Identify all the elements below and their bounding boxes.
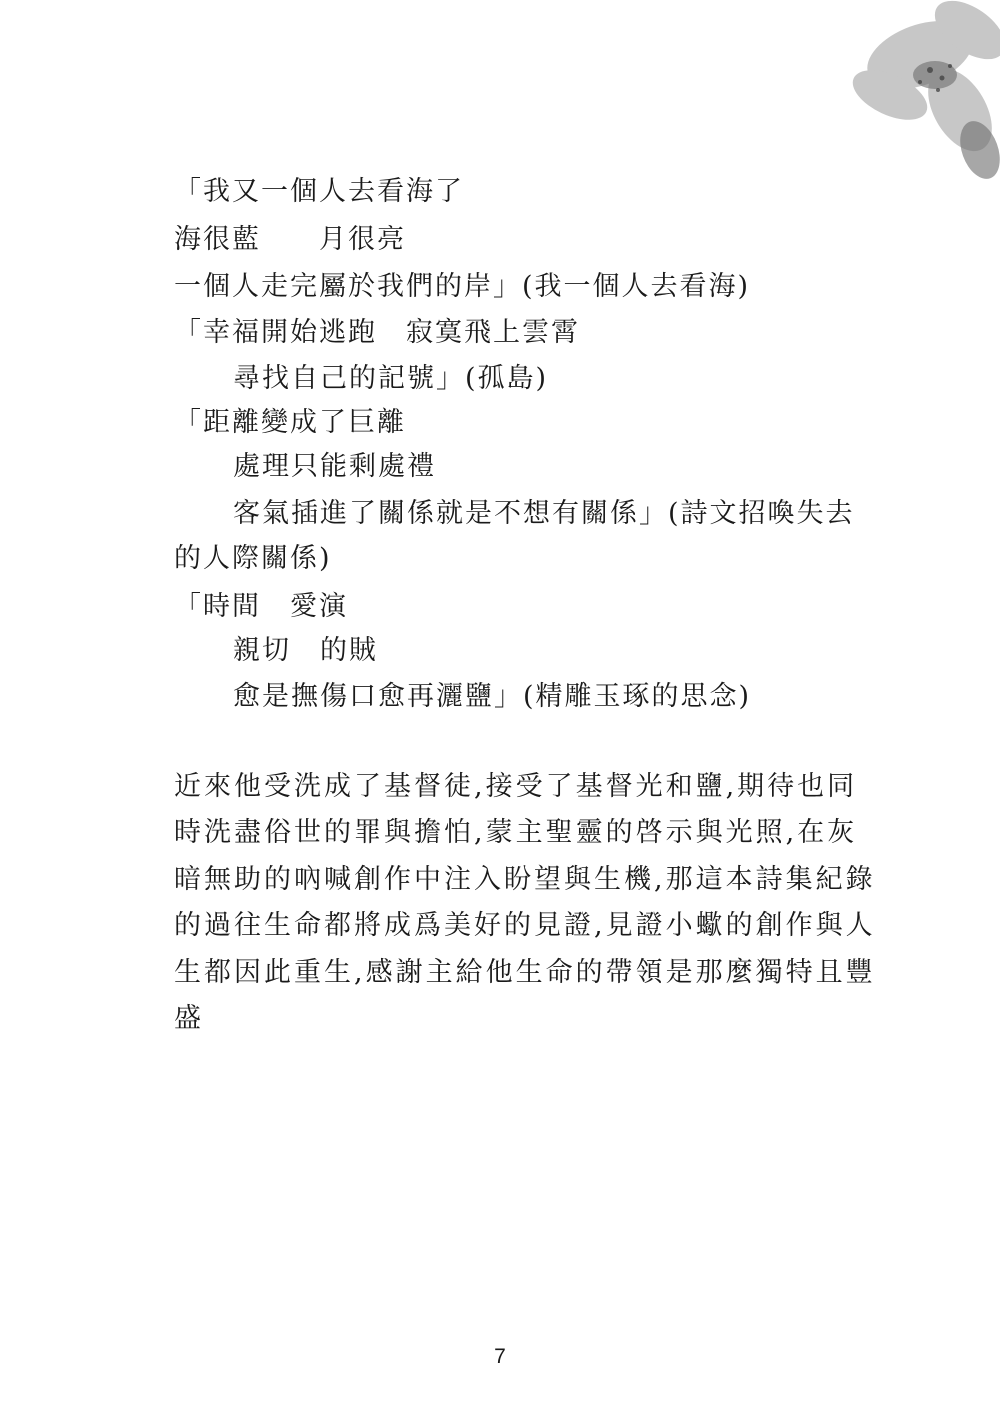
poem-line: 「我又一個人去看海了 (174, 176, 464, 207)
paragraph-line: 近來他受洗成了基督徒,接受了基督光和鹽,期待也同 (174, 771, 858, 802)
poem-line: 的人際關係) (174, 543, 332, 574)
paragraph-line: 生都因此重生,感謝主給他生命的帶領是那麼獨特且豐 (174, 957, 876, 988)
page-number: 7 (494, 1345, 506, 1368)
poem-line: 愈是撫傷口愈再灑鹽」(精雕玉琢的思念) (233, 681, 752, 712)
poem-line: 「距離變成了巨離 (174, 407, 406, 438)
poem-line: 「時間 愛演 (174, 591, 348, 622)
paragraph-line: 盛 (174, 1003, 204, 1034)
paragraph-line: 暗無助的吶喊創作中注入盼望與生機,那這本詩集紀錄 (174, 864, 876, 895)
poem-line: 親切 的賊 (233, 635, 378, 666)
poem-line: 一個人走完屬於我們的岸」(我一個人去看海) (174, 271, 751, 302)
poem-line: 處理只能剩處禮 (233, 451, 436, 482)
poem-line: 尋找自己的記號」(孤島) (233, 363, 549, 394)
flower-decoration-icon (770, 0, 1000, 190)
poem-line: 海很藍 月很亮 (174, 224, 406, 255)
paragraph-line: 時洗盡俗世的罪與擔怕,蒙主聖靈的啓示與光照,在灰 (174, 817, 858, 848)
paragraph-line: 的過往生命都將成爲美好的見證,見證小蠍的創作與人 (174, 910, 876, 941)
poem-line: 「幸福開始逃跑 寂寞飛上雲霄 (174, 317, 580, 348)
poem-line: 客氣插進了關係就是不想有關係」(詩文招喚失去 (233, 498, 855, 529)
